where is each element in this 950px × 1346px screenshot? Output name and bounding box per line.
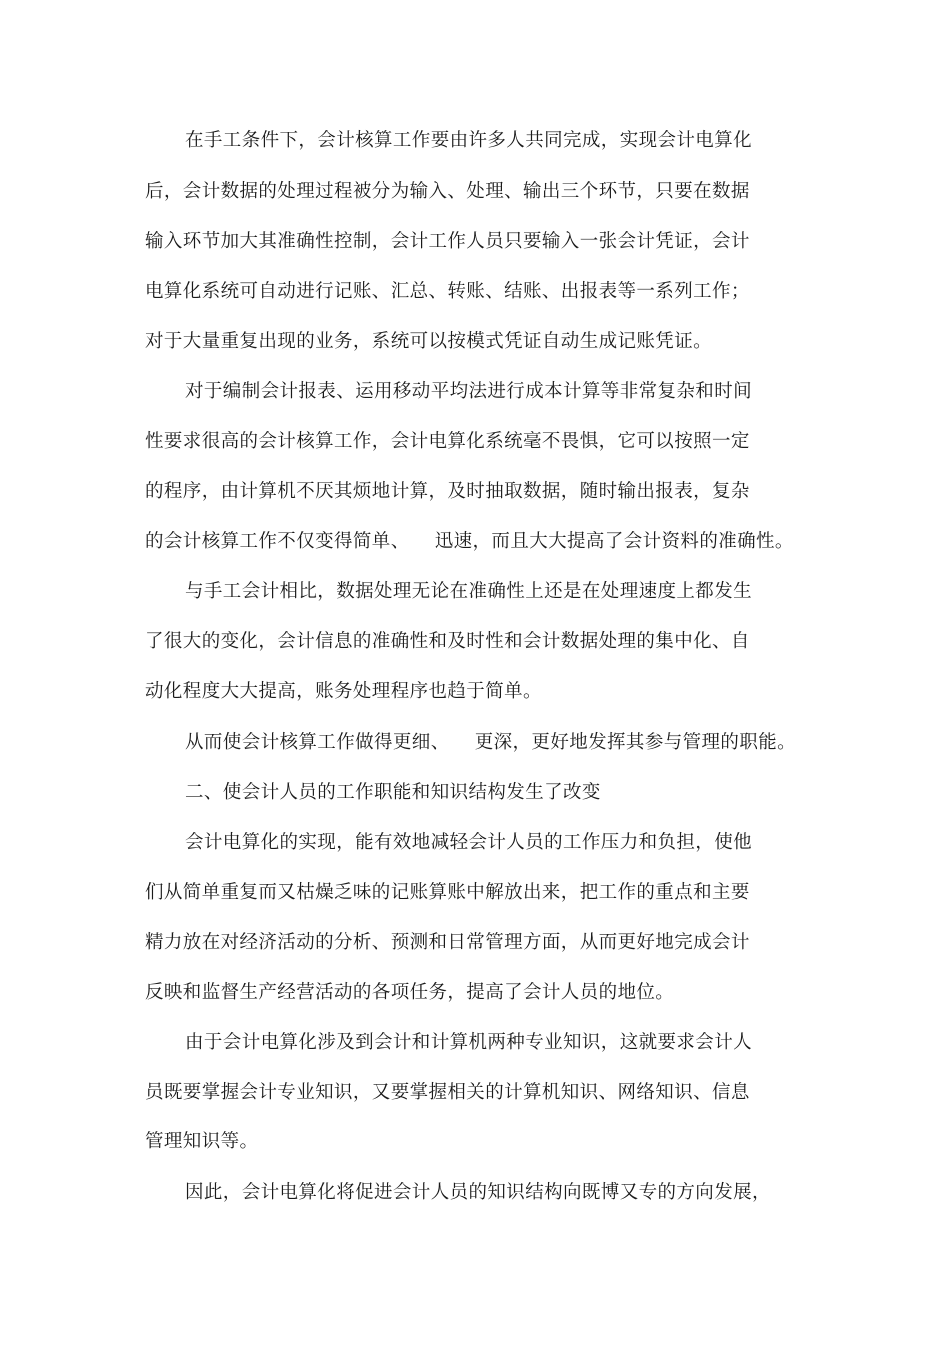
text-line: 后，会计数据的处理过程被分为输入、处理、输出三个环节，只要在数据 [145,181,750,202]
text-line: 性要求很高的会计核算工作，会计电算化系统毫不畏惧，它可以按照一定 [145,431,750,452]
text-line: 从而使会计核算工作做得更细、 更深，更好地发挥其参与管理的职能。 [185,732,797,753]
text-line: 动化程度大大提高，账务处理程序也趋于简单。 [145,681,542,702]
text-line: 输入环节加大其准确性控制，会计工作人员只要输入一张会计凭证，会计 [145,231,750,252]
text-line: 的会计核算工作不仅变得简单、 迅速，而且大大提高了会计资料的准确性。 [145,531,794,552]
text-line: 们从简单重复而又枯燥乏味的记账算账中解放出来，把工作的重点和主要 [145,882,750,903]
text-line: 了很大的变化，会计信息的准确性和及时性和会计数据处理的集中化、自 [145,631,750,652]
text-line: 精力放在对经济活动的分析、预测和日常管理方面，从而更好地完成会计 [145,932,750,953]
text-line: 会计电算化的实现，能有效地减轻会计人员的工作压力和负担，使他 [185,832,753,853]
text-line: 因此，会计电算化将促进会计人员的知识结构向既博又专的方向发展， [185,1182,771,1203]
section-heading: 二、使会计人员的工作职能和知识结构发生了改变 [185,782,601,803]
text-line: 管理知识等。 [145,1131,259,1152]
text-line: 反映和监督生产经营活动的各项任务，提高了会计人员的地位。 [145,982,675,1003]
text-line: 电算化系统可自动进行记账、汇总、转账、结账、出报表等一系列工作； [145,281,750,302]
text-line: 由于会计电算化涉及到会计和计算机两种专业知识，这就要求会计人 [185,1032,753,1053]
text-line: 员既要掌握会计专业知识，又要掌握相关的计算机知识、网络知识、信息 [145,1082,750,1103]
text-line: 的程序，由计算机不厌其烦地计算，及时抽取数据，随时输出报表，复杂 [145,481,750,502]
text-line: 与手工会计相比，数据处理无论在准确性上还是在处理速度上都发生 [185,581,753,602]
text-line: 在手工条件下，会计核算工作要由许多人共同完成，实现会计电算化 [185,130,753,151]
text-line: 对于编制会计报表、运用移动平均法进行成本计算等非常复杂和时间 [185,381,753,402]
text-line: 对于大量重复出现的业务，系统可以按模式凭证自动生成记账凭证。 [145,331,713,352]
